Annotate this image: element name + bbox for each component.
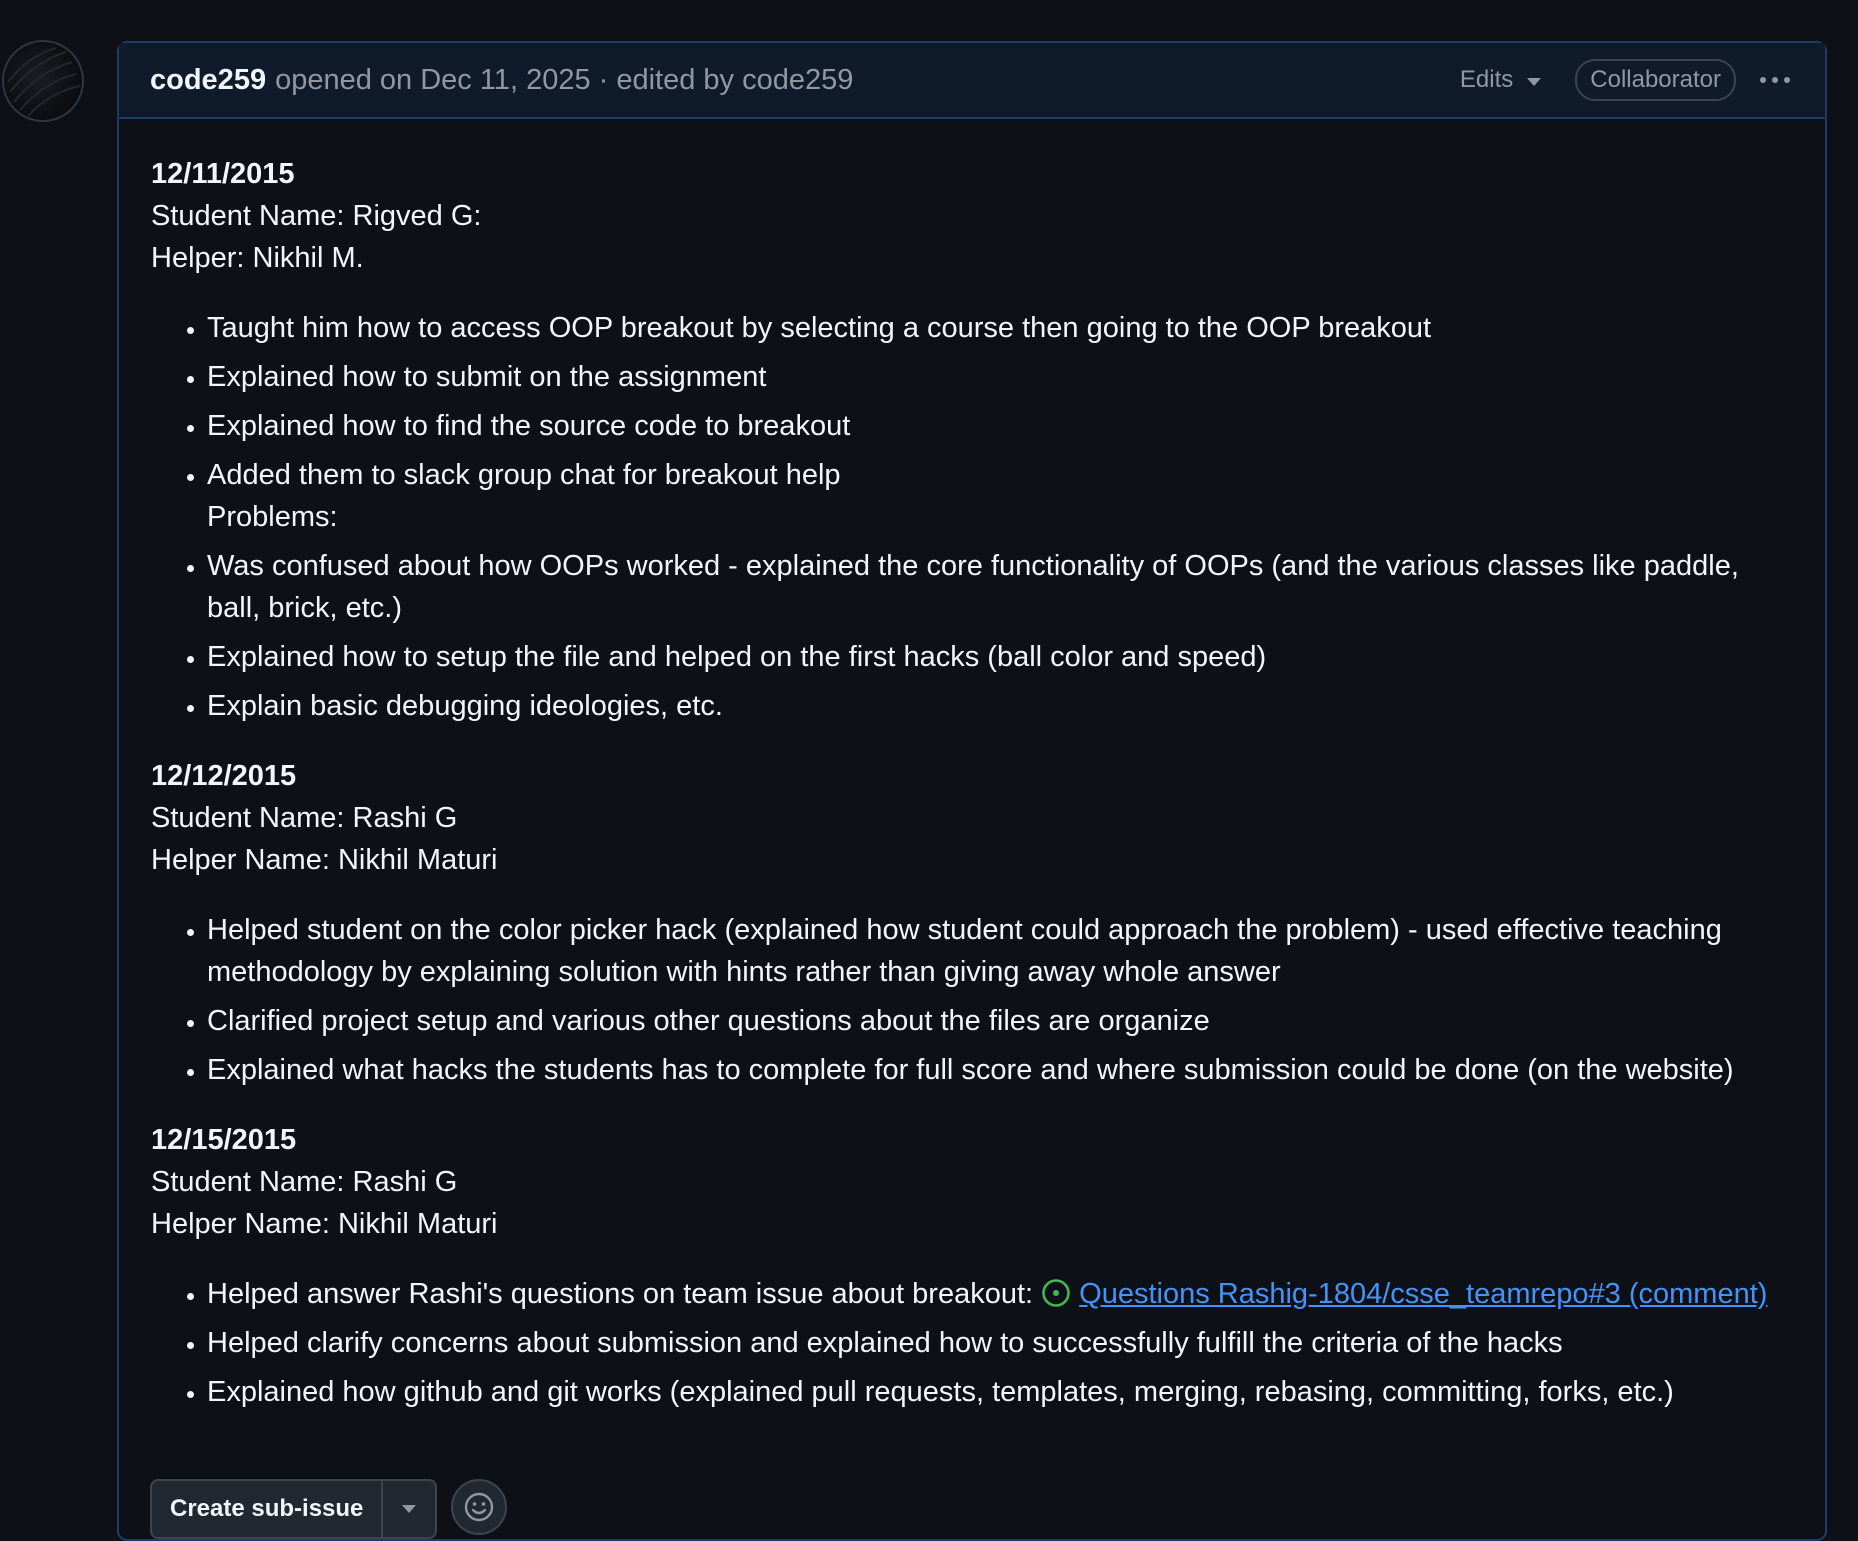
author-link[interactable]: code259 bbox=[150, 63, 267, 96]
comment-body bbox=[119, 119, 1825, 1413]
entry-date: 12/11/2015 bbox=[151, 158, 295, 190]
log-entry bbox=[151, 153, 1793, 727]
list-item: • Explained how to submit on the assignment bbox=[207, 356, 1793, 398]
chevron-down-icon bbox=[402, 1505, 416, 1513]
comment-header bbox=[119, 43, 1825, 119]
list-item bbox=[207, 1273, 1793, 1315]
list-item: • Helped student on the color picker hack (explained how student could approach the problem) - used effective teaching methodology by explaining solution with hints rather than giving away whole answer bbox=[207, 909, 1793, 993]
issue-opened-icon bbox=[1041, 1278, 1071, 1308]
list-item: • Explained how to find the source code to breakout bbox=[207, 405, 1793, 447]
list-item: • Explain basic debugging ideologies, etc. bbox=[207, 685, 1793, 727]
list-item: • Explained how github and git works (explained pull requests, templates, merging, rebasing, committing, forks, etc.) bbox=[207, 1371, 1793, 1413]
comment-footer bbox=[150, 1479, 507, 1539]
list-item: • Explained what hacks the students has to complete for full score and where submission could be done (on the website) bbox=[207, 1049, 1793, 1091]
entry-student: Student Name: Rashi G bbox=[151, 1166, 458, 1198]
list-item bbox=[207, 454, 1793, 538]
smiley-icon bbox=[463, 1491, 495, 1523]
entry-helper: Helper Name: Nikhil Maturi bbox=[151, 1208, 498, 1240]
entry-list bbox=[151, 909, 1793, 1091]
list-item: • Clarified project setup and various other questions about the files are organize bbox=[207, 1000, 1793, 1042]
entry-helper: Helper Name: Nikhil Maturi bbox=[151, 844, 498, 876]
problems-label: Problems: bbox=[207, 501, 338, 533]
add-reaction-button[interactable] bbox=[451, 1479, 507, 1535]
list-item-text: Added them to slack group chat for breakout help bbox=[207, 459, 841, 491]
list-item: • Explained how to setup the file and helped on the first hacks (ball color and speed) bbox=[207, 636, 1793, 678]
kebab-icon[interactable] bbox=[1756, 69, 1794, 91]
list-item: • Helped clarify concerns about submission and explained how to successfully fulfill the criteria of the hacks bbox=[207, 1322, 1793, 1364]
list-item: • Taught him how to access OOP breakout by selecting a course then going to the OOP breakout bbox=[207, 307, 1793, 349]
create-sub-issue-split-button bbox=[150, 1479, 437, 1539]
list-item-text: Helped answer Rashi's questions on team issue about breakout: bbox=[207, 1278, 1034, 1310]
log-entry bbox=[151, 1119, 1793, 1413]
edits-dropdown[interactable] bbox=[1460, 66, 1541, 94]
collaborator-badge: Collaborator bbox=[1575, 59, 1736, 101]
list-item: • Was confused about how OOPs worked - explained the core functionality of OOPs (and the various classes like paddle, ball, brick, etc.) bbox=[207, 545, 1793, 629]
issue-reference-link[interactable]: Questions Rashig-1804/csse_teamrepo#3 (comment) bbox=[1079, 1278, 1768, 1310]
entry-list bbox=[151, 1273, 1793, 1413]
sub-issue-dropdown-button[interactable] bbox=[383, 1481, 435, 1537]
entry-student: Student Name: Rigved G: bbox=[151, 200, 482, 232]
edits-label: Edits bbox=[1459, 66, 1514, 93]
create-sub-issue-button[interactable]: Create sub-issue bbox=[152, 1481, 383, 1537]
entry-list bbox=[151, 307, 1793, 727]
log-entry bbox=[151, 755, 1793, 1091]
entry-helper: Helper: Nikhil M. bbox=[151, 242, 364, 274]
entry-date: 12/15/2015 bbox=[151, 1124, 297, 1156]
comment-meta: opened on Dec 11, 2025 · edited by code259 bbox=[275, 63, 854, 96]
chevron-down-icon bbox=[1527, 78, 1541, 86]
avatar[interactable] bbox=[2, 40, 84, 122]
entry-student: Student Name: Rashi G bbox=[151, 802, 458, 834]
entry-date: 12/12/2015 bbox=[151, 760, 297, 792]
issue-comment bbox=[117, 41, 1827, 1541]
